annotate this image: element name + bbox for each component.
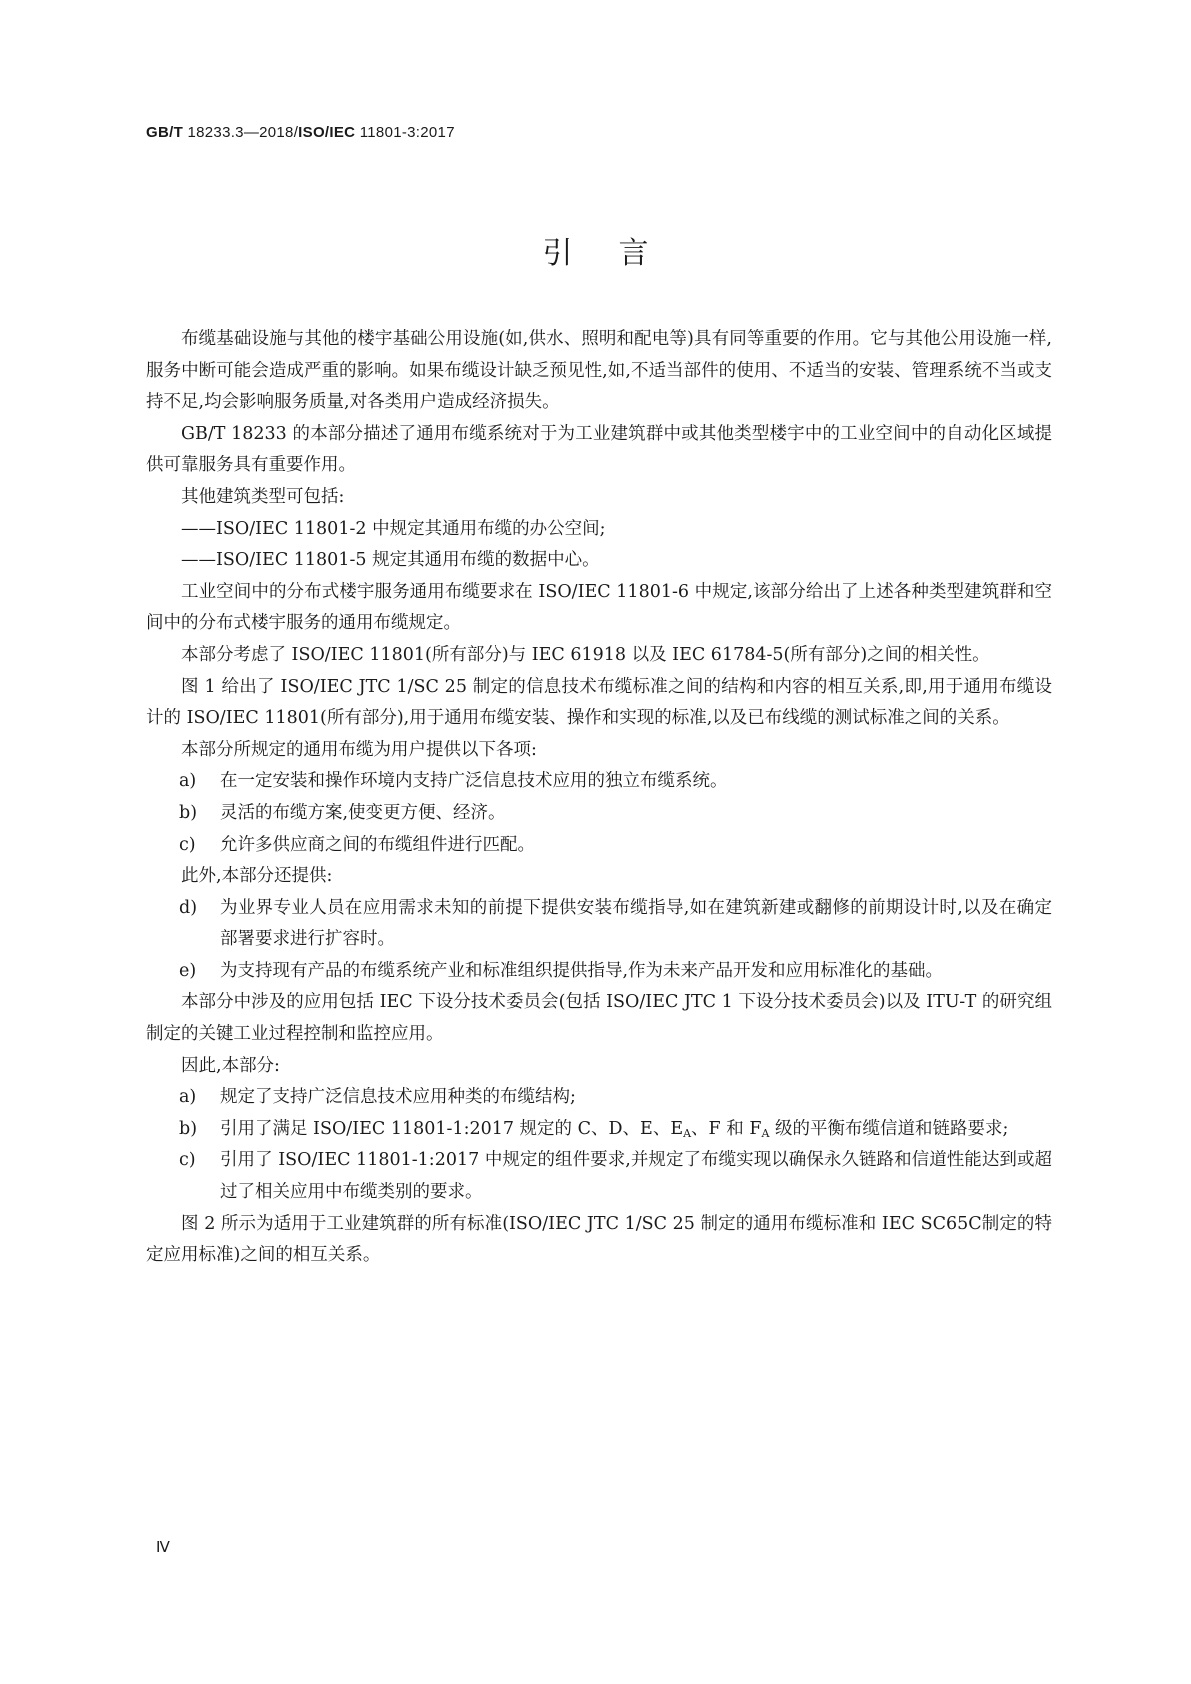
list-text: 引用了满足 ISO/IEC 11801-1:2017 规定的 C、D、E、E (220, 1118, 684, 1139)
paragraph: 此外,本部分还提供: (181, 866, 333, 887)
list-text: 为业界专业人员在应用需求未知的前提下提供安装布缆指导,如在建筑新建或翻修的前期设计时,以及在确定部署要求进行扩容时。 (220, 897, 1052, 950)
paragraph: 本部分中涉及的应用包括 IEC 下设分技术委员会(包括 ISO/IEC JTC 1 下设分技术委员会)以及 ITU-T 的研究组制定的关键工业过程控制和监控应用。 (146, 992, 1052, 1045)
document-code (146, 124, 455, 141)
list-text: 为支持现有产品的布缆系统产业和标准组织提供指导,作为未来产品开发和应用标准化的基础。 (220, 960, 944, 981)
subscript: A (683, 1126, 692, 1140)
subscript: A (761, 1126, 770, 1140)
list-marker: d) (179, 897, 198, 918)
list-text: 级的平衡布缆信道和链路要求; (769, 1118, 1009, 1139)
list-marker: e) (179, 960, 197, 981)
list-marker: c) (179, 834, 196, 855)
paragraph: 布缆基础设施与其他的楼宇基础公用设施(如,供水、照明和配电等)具有同等重要的作用。它与其他公用设施一样,服务中断可能会造成严重的影响。如果布缆设计缺乏预见性,如,不适当部件的使用、不适当的安装、管理系统不当或支持不足,均会影响服务质量,对各类用户造成经济损失。 (146, 329, 1052, 413)
list-item (146, 956, 1052, 988)
list-marker: a) (179, 1087, 197, 1108)
list-item (146, 893, 1052, 956)
page-number: Ⅳ (156, 1540, 170, 1556)
list-marker: b) (179, 802, 198, 823)
list-marker: c) (179, 1150, 196, 1171)
list-marker: b) (179, 1118, 198, 1139)
dash-item: ——ISO/IEC 11801-2 中规定其通用布缆的办公空间; (181, 518, 606, 539)
code-iso: ISO/IEC (298, 124, 356, 141)
list-item (146, 1082, 1052, 1114)
list-item (146, 798, 1052, 830)
paragraph: 图 2 所示为适用于工业建筑群的所有标准(ISO/IEC JTC 1/SC 25 制定的通用布缆标准和 IEC SC65C制定的特定应用标准)之间的相互关系。 (146, 1213, 1052, 1266)
list-item (146, 1114, 1052, 1146)
list-text: 引用了 ISO/IEC 11801-1:2017 中规定的组件要求,并规定了布缆实现以确保永久链路和信道性能达到或超过了相关应用中布缆类别的要求。 (220, 1150, 1052, 1203)
list-text: 灵活的布缆方案,使变更方便、经济。 (220, 802, 506, 823)
page-title: 引言 (542, 236, 695, 271)
list-item (146, 1145, 1052, 1208)
paragraph: GB/T 18233 的本部分描述了通用布缆系统对于为工业建筑群中或其他类型楼宇中的工业空间中的自动化区域提供可靠服务具有重要作用。 (146, 423, 1052, 476)
body-text (146, 324, 1052, 1272)
list-item (146, 766, 1052, 798)
list-text: 、F 和 F (691, 1118, 762, 1139)
paragraph: 图 1 给出了 ISO/IEC JTC 1/SC 25 制定的信息技术布缆标准之间的结构和内容的相互关系,即,用于通用布缆设计的 ISO/IEC 11801(所有部分),用于通用布缆安装、操作和实现的标准,以及已布线缆的测试标准之间的关系。 (146, 676, 1052, 729)
paragraph: 工业空间中的分布式楼宇服务通用布缆要求在 ISO/IEC 11801-6 中规定,该部分给出了上述各种类型建筑群和空间中的分布式楼宇服务的通用布缆规定。 (146, 581, 1052, 634)
code-suffix: 11801-3:2017 (355, 124, 455, 141)
list-item (146, 830, 1052, 862)
paragraph: 因此,本部分: (181, 1055, 280, 1076)
paragraph: 其他建筑类型可包括: (181, 486, 345, 507)
paragraph: 本部分所规定的通用布缆为用户提供以下各项: (181, 739, 537, 760)
paragraph: 本部分考虑了 ISO/IEC 11801(所有部分)与 IEC 61918 以及 IEC 61784-5(所有部分)之间的相关性。 (181, 644, 990, 665)
code-prefix: GB/T (146, 124, 184, 141)
list-text: 在一定安装和操作环境内支持广泛信息技术应用的独立布缆系统。 (220, 771, 728, 792)
dash-item: ——ISO/IEC 11801-5 规定其通用布缆的数据中心。 (181, 550, 600, 571)
list-marker: a) (179, 771, 197, 792)
list-text: 规定了支持广泛信息技术应用种类的布缆结构; (220, 1087, 576, 1108)
list-text: 允许多供应商之间的布缆组件进行匹配。 (220, 834, 535, 855)
code-mid: 18233.3—2018/ (183, 124, 299, 141)
